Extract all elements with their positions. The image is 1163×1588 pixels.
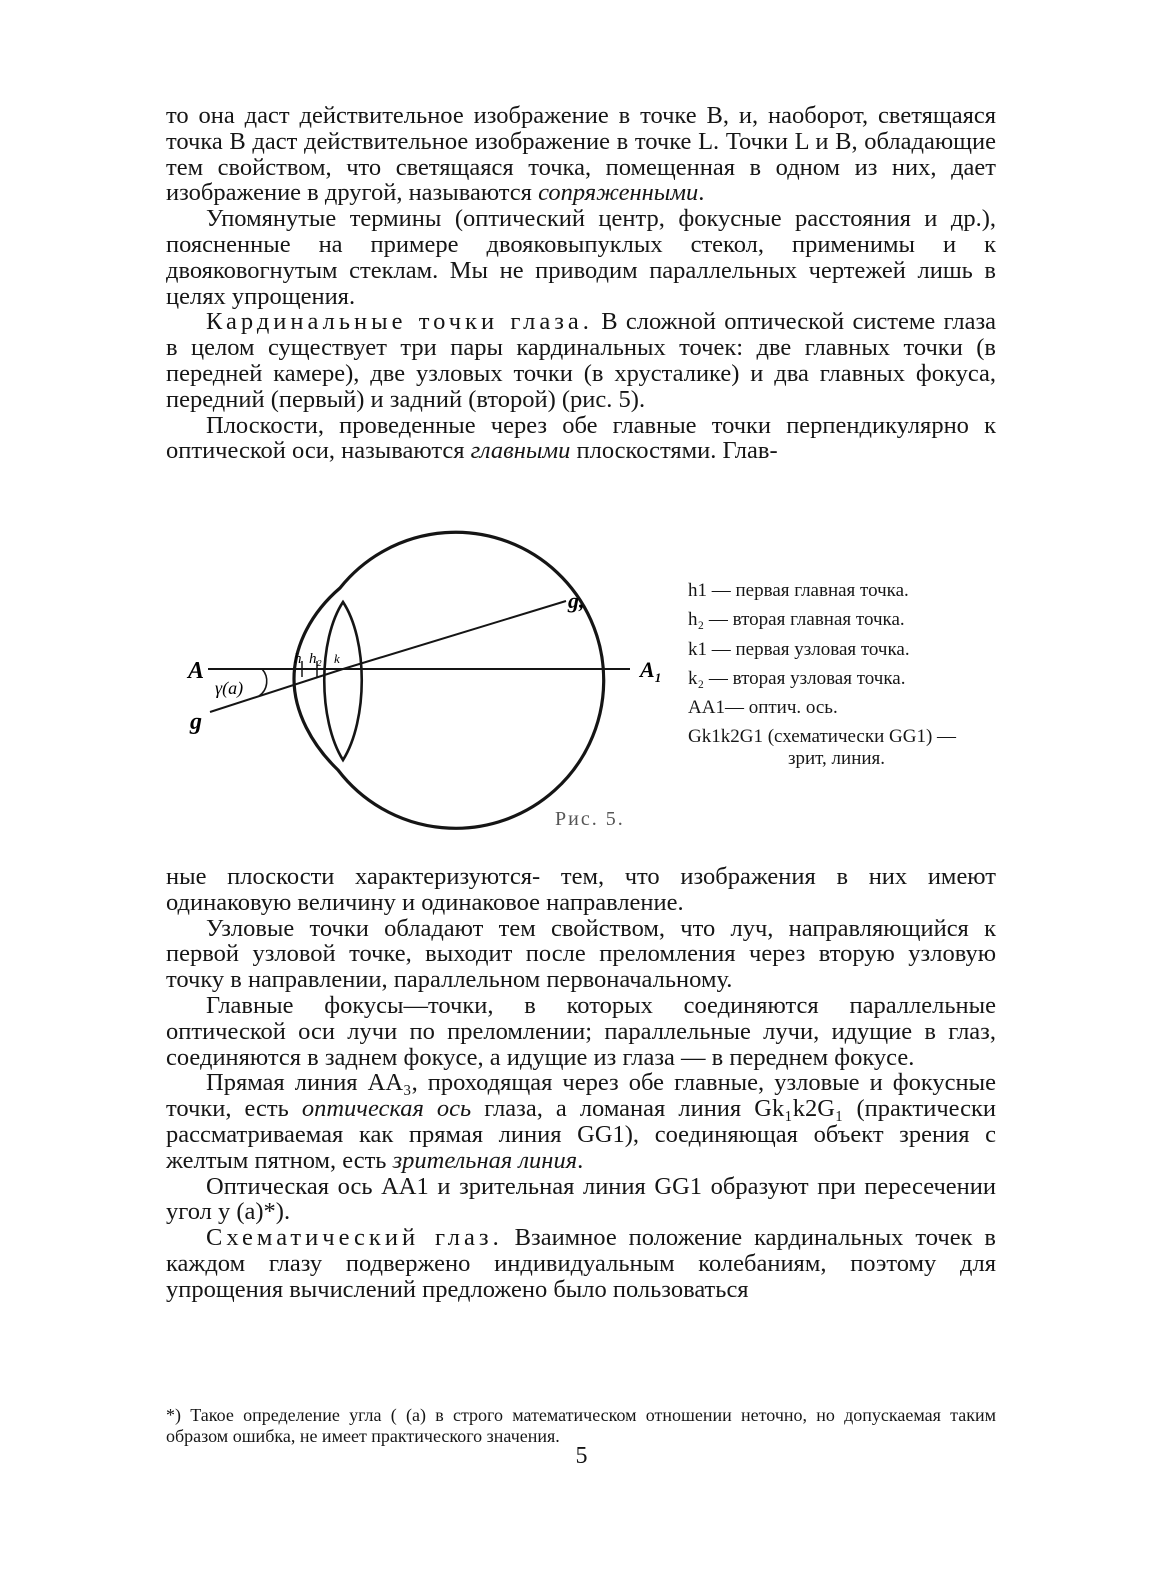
- label-a: A: [188, 658, 205, 684]
- text-block-bottom: [166, 864, 996, 1303]
- label-a1: $A_1$: [640, 657, 662, 685]
- eyeball-outline: [294, 532, 604, 828]
- paragraph: ные плоскости характеризуются- тем, что изображения в них имеют одинаковую величину и одинаковое направление.: [166, 863, 996, 916]
- page-number: 5: [575, 1443, 588, 1469]
- footnote: *) Такое определение угла ( (а) в строго математическом отношении неточно, но допускаемая таким образом ошибка, не имеет практического значения.: [166, 1405, 996, 1446]
- legend-item: k₂ — вторая узловая точка.: [688, 667, 906, 689]
- legend-item: АА1— оптич. ось.: [688, 697, 838, 719]
- label-h2: h₂: [309, 651, 322, 667]
- paragraph: Упомянутые термины (оптический центр, фокусные расстояния и др.), поясненные на примере двояковыпуклых стекол, применимы и к двояковогнутым стеклам. Мы не приводим параллельных чертежей лишь в целях упрощения.: [166, 205, 996, 310]
- label-g: g: [190, 709, 202, 735]
- paragraph: Главные фокусы—точки, в которых соединяются параллельные оптической оси лучи по преломлении; параллельные лучи, идущие в глаз, соединяются в заднем фокусе, а идущие из глаза — в переднем фокусе.: [166, 991, 996, 1071]
- term-conjugate: сопряженными: [538, 179, 699, 207]
- label-gamma: γ(a): [215, 678, 244, 698]
- legend-item: h₂ — вторая главная точка.: [688, 609, 905, 631]
- label-h1: h: [294, 651, 302, 667]
- label-g1: g,: [568, 588, 585, 613]
- term-optical-axis: оптическая ось: [301, 1095, 472, 1123]
- paragraph: Плоскости, проведенные через обе главные точки перпендикулярно к оптической оси, называются главными плоскостями. Глав-: [166, 411, 996, 465]
- paragraph: Прямая линия АА₃, проходящая через обе главные, узловые и фокусные точки, есть оптическая ось глаза, а ломаная линия Gk₁k2G₁ (практически рассматриваемая как прямая линия GG1), соединяющая объект зрения с желтым пятном, есть зрительная линия.: [166, 1069, 997, 1174]
- label-k: k: [334, 651, 340, 666]
- legend-item: зрит, линия.: [788, 748, 886, 770]
- legend-item: k1 — первая узловая точка.: [688, 638, 910, 660]
- lens: [324, 602, 362, 760]
- section-heading: Схематический глаз.: [206, 1224, 503, 1252]
- legend-item: Gk1k2G1 (схематически GG1) —: [688, 726, 957, 748]
- term-visual-line: зрительная линия: [392, 1146, 578, 1174]
- paragraph: Схематический глаз. Взаимное положение кардинальных точек в каждом глазу подвержено индивидуальным колебаниям, поэтому для упрощения вычислений предложено было пользоваться: [166, 1224, 996, 1303]
- legend-item: h1 — первая главная точка.: [688, 580, 909, 601]
- paragraph: Оптическая ось АА1 и зрительная линия GG1 образуют при пересечении угол у (а)*).: [166, 1172, 996, 1226]
- section-heading: Кардинальные точки глаза.: [206, 308, 593, 336]
- paragraph: то она даст действительное изображение в точке В, и, наоборот, светящаяся точка В даст действительное изображение в точке L. Точки L и В, обладающие тем свойством, что светящаяся точка, помещенная в одном из них, дает изображение в другой, называются сопряженными.: [166, 102, 996, 207]
- paragraph: Кардинальные точки глаза. В сложной оптической системе глаза в целом существует три пары кардинальных точек: две главных точки (в передней камере), две узловых точки (в хрусталике) и два главных фокуса, передний (первый) и задний (второй) (рис. 5).: [166, 308, 997, 413]
- term-principal: главными: [470, 437, 571, 465]
- angle-arc: [259, 669, 267, 696]
- figure-caption: Рис. 5.: [555, 808, 625, 830]
- paragraph: Узловые точки обладают тем свойством, что луч, направляющийся к первой узловой точке, выходит после преломления через вторую узловую точку в направлении, параллельном первоначальному.: [166, 914, 996, 994]
- figure-legend: [688, 576, 1008, 770]
- visual-line-inner: [343, 601, 566, 669]
